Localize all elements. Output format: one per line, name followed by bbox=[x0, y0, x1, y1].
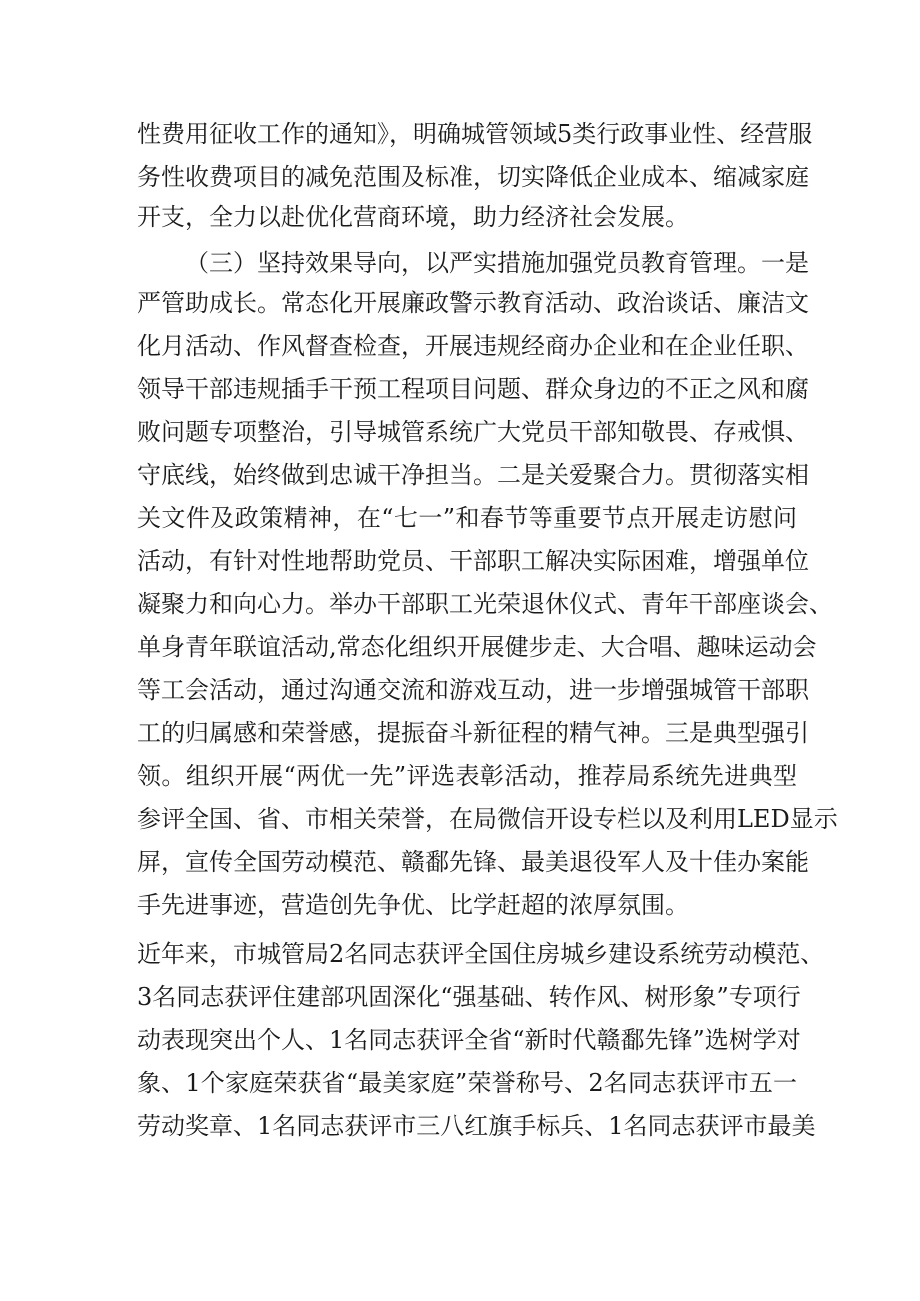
text-line: 劳动奖章、1名同志获评市三八红旗手标兵、1名同志获评市最美 bbox=[137, 1112, 816, 1140]
text-line: 开支，全力以赴优化营商环境，助力经济社会发展。 bbox=[137, 203, 689, 231]
text-line: 领。组织开展“两优一先”评选表彰活动，推荐局系统先进典型 bbox=[137, 762, 797, 790]
text-line: 化月活动、作风督查检查，开展违规经商办企业和在企业任职、 bbox=[137, 332, 809, 360]
text-line: 屏，宣传全国劳动模范、赣鄱先锋、最美退役军人及十佳办案能 bbox=[137, 848, 809, 876]
text-line: 近年来，市城管局2名同志获评全国住房城乡建设系统劳动模范、 bbox=[137, 940, 825, 968]
text-line: 象、1个家庭荣获省“最美家庭”荣誉称号、2名同志获评市五一 bbox=[137, 1069, 797, 1097]
text-line: 关文件及政策精神，在“七一”和春节等重要节点开展走访慰问 bbox=[137, 504, 797, 532]
text-line: 败问题专项整治，引导城管系统广大党员干部知敬畏、存戒惧、 bbox=[137, 418, 809, 446]
text-line: 单身青年联谊活动,常态化组织开展健步走、大合唱、趣味运动会 bbox=[137, 633, 817, 661]
text-line: 等工会活动，通过沟通交流和游戏互动，进一步增强城管干部职 bbox=[137, 676, 809, 704]
text-line: 手先进事迹，营造创先争优、比学赶超的浓厚氛围。 bbox=[137, 891, 689, 919]
section-heading-line: （三）坚持效果导向，以严实措施加强党员教育管理。一是 bbox=[185, 249, 809, 277]
text-line: 务性收费项目的减免范围及标准，切实降低企业成本、缩减家庭 bbox=[137, 163, 809, 191]
text-line: 领导干部违规插手干预工程项目问题、群众身边的不正之风和腐 bbox=[137, 375, 809, 403]
text-line: 活动，有针对性地帮助党员、干部职工解决实际困难，增强单位 bbox=[137, 547, 809, 575]
text-line: 严管助成长。常态化开展廉政警示教育活动、政治谈话、廉洁文 bbox=[137, 289, 809, 317]
text-line: 参评全国、省、市相关荣誉，在局微信开设专栏以及利用LED显示 bbox=[137, 805, 838, 833]
text-line: 凝聚力和向心力。举办干部职工光荣退休仪式、青年干部座谈会、 bbox=[137, 590, 833, 618]
text-line: 守底线，始终做到忠诚干净担当。二是关爱聚合力。贯彻落实相 bbox=[137, 461, 809, 489]
text-line: 性费用征收工作的通知》，明确城管领域5类行政事业性、经营服 bbox=[137, 120, 813, 148]
text-line: 3名同志获评住建部巩固深化“强基础、转作风、树形象”专项行 bbox=[137, 983, 801, 1011]
text-line: 工的归属感和荣誉感，提振奋斗新征程的精气神。三是典型强引 bbox=[137, 719, 809, 747]
text-line: 动表现突出个人、1名同志获评全省“新时代赣鄱先锋”选树学对 bbox=[137, 1026, 801, 1054]
